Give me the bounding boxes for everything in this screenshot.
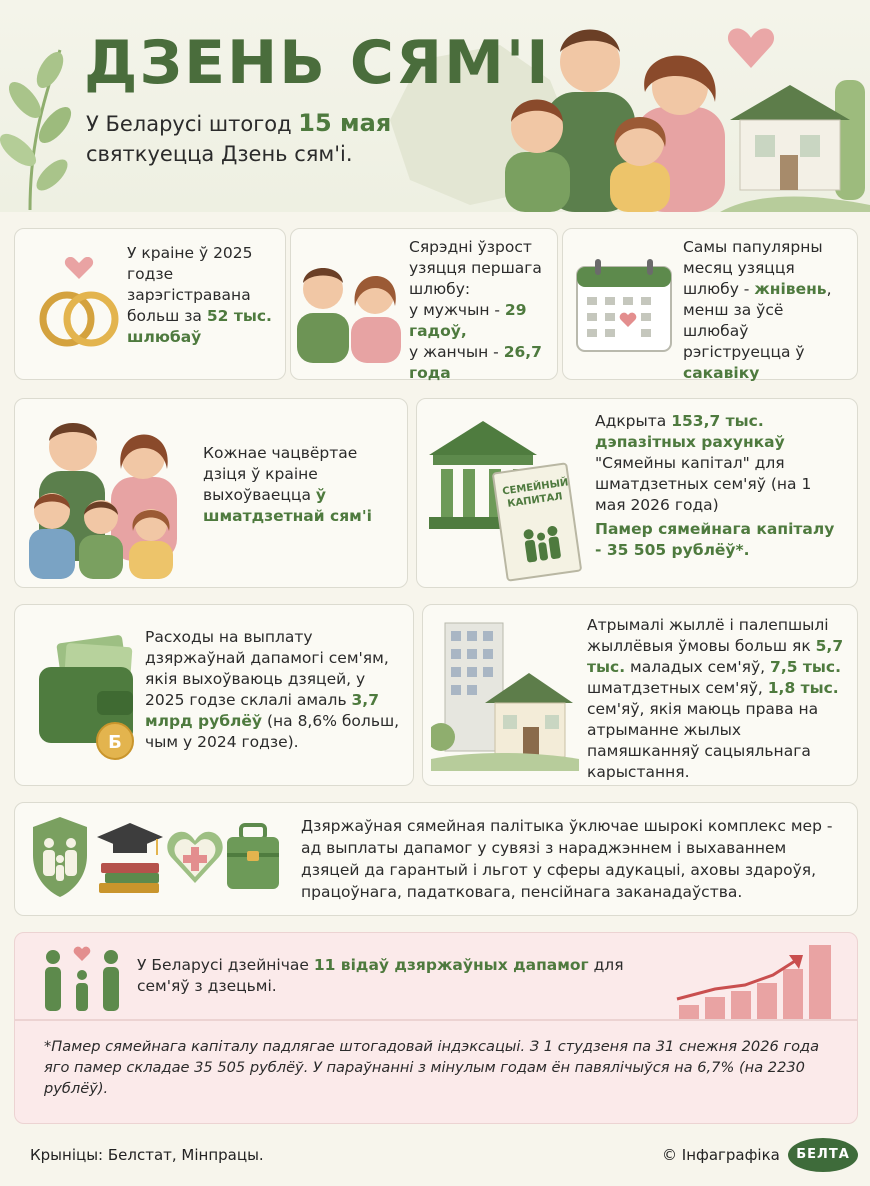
family-illustration bbox=[495, 12, 735, 212]
policy-text: Дзяржаўная сямейная палітыка ўключае шырокі комплекс мер - ад выплаты дапамог у сувязі з нараджэннем і выхаваннем дзяцей да гарантый і льгот у сферы адукацыі, аховы здароўя, працоўнага, падатковага, пенсійнага заканадаўства. bbox=[301, 817, 833, 901]
growth-chart-icon bbox=[675, 939, 845, 1021]
benefit-types-text: У Беларусі дзейнічае 11 відаў дзяржаўных дапамог для сем'яў з дзецьмі. bbox=[137, 956, 624, 995]
allowances-text: Расходы на выплату дзяржаўнай дапамогі сем'ям, якія выхоўваюць дзяцей, у 2025 годзе склалі амаль 3,7 млрд рублёў (на 8,6% больш, чым у 2024 годзе). bbox=[145, 628, 400, 751]
family-capital-amount: Памер сямейнага капіталу - 35 505 рублёў*. bbox=[595, 520, 835, 559]
family-capital-card bbox=[416, 398, 858, 588]
wallet-icon bbox=[37, 633, 147, 767]
header bbox=[0, 0, 870, 212]
popular-month-text: Самы папулярны месяц узяцця шлюбу - жнівень, менш за ўсё шлюбаў рэгіструецца ў сакавіку bbox=[683, 238, 832, 382]
belta-logo: БЕЛТА bbox=[788, 1138, 858, 1172]
education-icon bbox=[95, 821, 165, 897]
deposit-accounts-value: 153,7 тыс. дэпазітных рахункаў bbox=[595, 412, 785, 451]
briefcase-icon bbox=[225, 823, 281, 893]
wedding-rings-icon bbox=[29, 257, 129, 357]
housing-text: Атрымалі жыллё і палепшылі жыллёвыя ўмовы больш як 5,7 тыс. маладых сем'яў, 7,5 тыс. шматдзетных сем'яў, 1,8 тыс. сем'яў, якія маюць права на атрыманне жылых памяшканняў сацыяльнага карыстання. bbox=[587, 616, 844, 781]
allowances-card bbox=[14, 604, 414, 786]
coin-symbol: Б bbox=[108, 732, 122, 753]
book-label: СЕМЕЙНЫЙ КАПИТАЛ bbox=[501, 477, 570, 510]
popular-month-card bbox=[562, 228, 858, 380]
family-icon bbox=[520, 524, 565, 565]
large-families-value: ў шматдзетнай сям'і bbox=[203, 486, 372, 525]
shield-family-icon bbox=[31, 815, 89, 899]
health-heart-icon bbox=[165, 825, 225, 887]
popular-month-value: жнівень bbox=[754, 280, 827, 298]
policy-card bbox=[14, 802, 858, 916]
men-age-value: 29 гадоў, bbox=[409, 301, 527, 340]
housing-icon bbox=[431, 619, 579, 771]
young-families-value: 5,7 тыс. bbox=[587, 637, 844, 676]
leaves-icon bbox=[0, 30, 80, 210]
family-capital-book bbox=[492, 462, 583, 582]
least-popular-month-value: сакавіку bbox=[683, 364, 760, 382]
marriage-age-text: Сярэдні ўзрост узяцця першага шлюбу: у мужчын - 29 гадоў, у жанчын - 26,7 года bbox=[409, 238, 542, 382]
sources: Крыніцы: Белстат, Мінпрацы. bbox=[30, 1146, 264, 1164]
couple-icon bbox=[295, 251, 403, 363]
marriages-card bbox=[14, 228, 286, 380]
benefit-types-value: 11 відаў дзяржаўных дапамог bbox=[313, 956, 589, 974]
calendar-icon bbox=[575, 257, 673, 353]
housing-card bbox=[422, 604, 858, 786]
house-illustration bbox=[720, 70, 870, 212]
large-families-housing-value: 7,5 тыс. bbox=[770, 658, 841, 676]
women-age-value: 26,7 года bbox=[409, 343, 542, 382]
page-title: ДЗЕНЬ СЯМ'І bbox=[84, 28, 551, 98]
divider bbox=[15, 1019, 857, 1021]
large-families-text: Кожнае чацвёртае дзіця ў краіне выхоўваецца ў шматдзетнай сям'і bbox=[203, 444, 372, 525]
marriage-age-card bbox=[290, 228, 558, 380]
family-capital-text: Адкрыта 153,7 тыс. дэпазітных рахункаў "Сямейны капітал" для шматдзетных сем'яў (на 1 мая 2026 года) bbox=[595, 412, 812, 514]
footnote: *Памер сямейнага капіталу падлягае штогадовай індэксацыі. З 1 студзеня па 31 снежня 2026 года яго памер складае 35 505 рублёў. У параўнанні з мінулым годам ён павялічыўся на 6,7% (на 2230 рублёў). bbox=[44, 1038, 820, 1097]
marriages-value: 52 тыс. шлюбаў bbox=[127, 307, 272, 346]
marriages-text: У краіне ў 2025 годзе зарэгістравана больш за 52 тыс. шлюбаў bbox=[127, 244, 272, 346]
holiday-date: 15 мая bbox=[298, 109, 392, 137]
page-subtitle: У Беларусі штогод 15 мая святкуецца Дзень сям'і. bbox=[86, 109, 392, 166]
social-housing-value: 1,8 тыс. bbox=[767, 679, 839, 697]
allowances-value: 3,7 млрд рублёў bbox=[145, 691, 379, 730]
family-heart-icon bbox=[39, 943, 125, 1011]
large-family-icon bbox=[29, 411, 185, 579]
credit: © Інфаграфіка bbox=[662, 1146, 780, 1164]
large-families-card bbox=[14, 398, 408, 588]
